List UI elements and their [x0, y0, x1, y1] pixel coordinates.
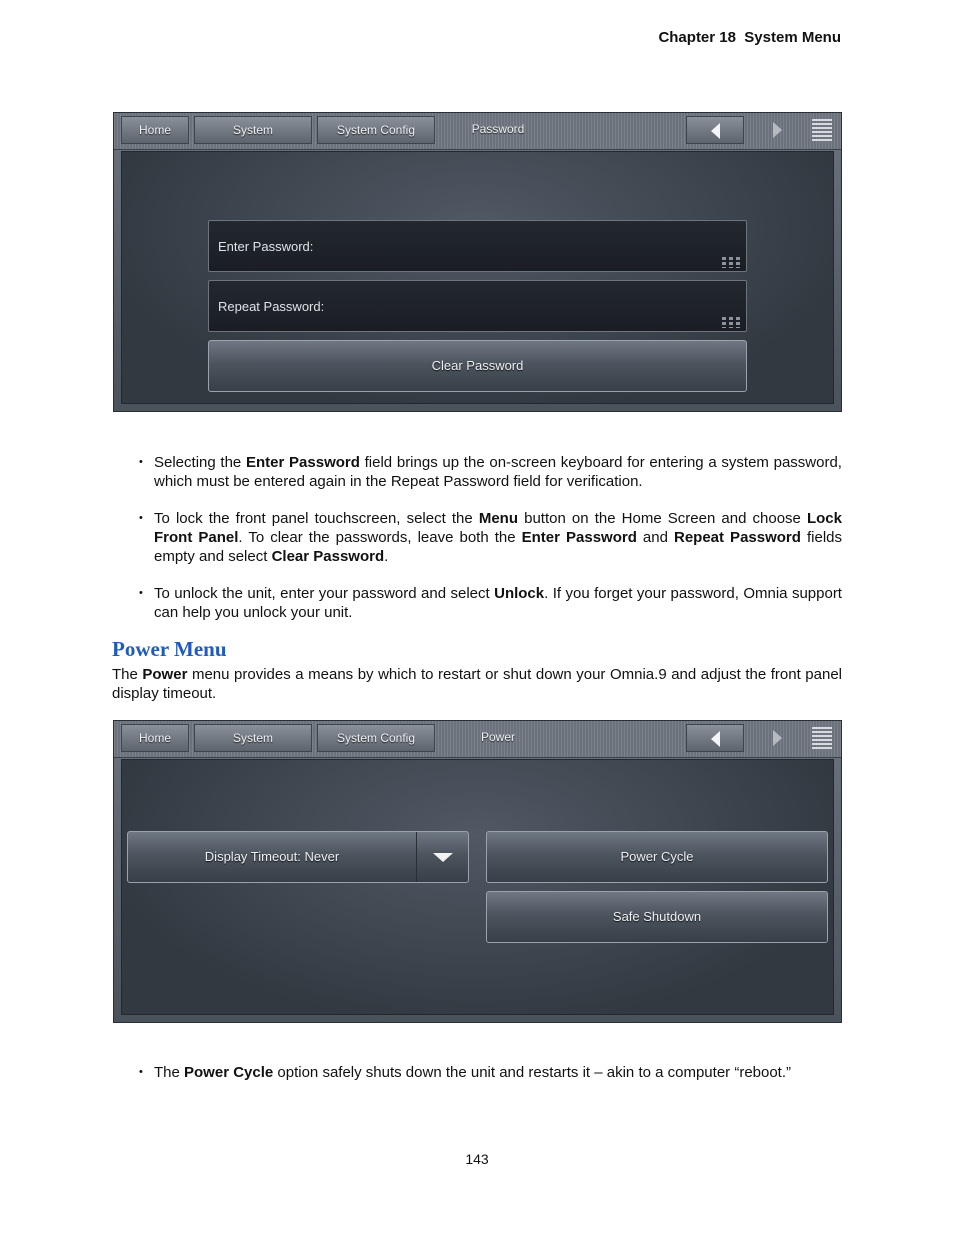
tab-system-config[interactable]: System Config — [317, 116, 435, 144]
arrow-right-icon — [773, 730, 782, 746]
list-item: • Selecting the Enter Password field brings up the on-screen keyboard for entering a system password, which must be entered again in the Repeat Password field for verification. — [137, 453, 842, 491]
power-panel — [121, 759, 834, 1015]
section-intro: The Power menu provides a means by which to restart or shut down your Omnia.9 and adjust the front panel display timeout. — [112, 666, 842, 702]
menu-icon — [812, 119, 832, 141]
tab-system[interactable]: System — [194, 724, 312, 752]
password-bullet-list-1 — [137, 453, 842, 491]
menu-button[interactable] — [810, 724, 834, 752]
menu-icon — [812, 727, 832, 749]
power-bullet-list — [137, 1063, 842, 1082]
tab-home[interactable]: Home — [121, 116, 189, 144]
enter-password-field[interactable] — [208, 220, 747, 272]
back-button[interactable] — [686, 116, 744, 144]
top-nav-bar — [114, 721, 841, 758]
repeat-password-label: Repeat Password: — [218, 299, 325, 314]
safe-shutdown-button[interactable]: Safe Shutdown — [486, 891, 828, 943]
list-item: • To lock the front panel touchscreen, select the Menu button on the Home Screen and choose Lock Front Panel. To clear the passwords, leave both the Enter Password and Repeat Password fields empty and select Clear Password. — [137, 509, 842, 566]
password-screen — [113, 112, 842, 412]
tab-home[interactable]: Home — [121, 724, 189, 752]
enter-password-label: Enter Password: — [218, 239, 314, 254]
tab-system-config[interactable]: System Config — [317, 724, 435, 752]
keyboard-icon — [722, 317, 742, 328]
menu-button[interactable] — [810, 116, 834, 144]
tab-password: Password — [471, 122, 525, 136]
chapter-header: Chapter 18 System Menu — [658, 29, 841, 46]
list-item: • The Power Cycle option safely shuts down the unit and restarts it – akin to a computer “reboot.” — [137, 1063, 842, 1082]
top-nav-bar — [114, 113, 841, 150]
password-bullet-list-2 — [137, 509, 842, 566]
repeat-password-field[interactable] — [208, 280, 747, 332]
keyboard-icon — [722, 257, 742, 268]
display-timeout-dropdown[interactable] — [127, 831, 469, 883]
dropdown-divider — [416, 832, 417, 882]
password-bullet-list-3 — [137, 584, 842, 622]
page-number: 143 — [465, 1151, 489, 1167]
clear-password-button[interactable]: Clear Password — [208, 340, 747, 392]
arrow-left-icon — [711, 731, 720, 747]
forward-button[interactable] — [748, 116, 806, 144]
tab-system[interactable]: System — [194, 116, 312, 144]
arrow-right-icon — [773, 122, 782, 138]
arrow-left-icon — [711, 123, 720, 139]
section-title: Power Menu — [112, 637, 227, 661]
forward-button[interactable] — [748, 724, 806, 752]
power-screen — [113, 720, 842, 1023]
display-timeout-label: Display Timeout: Never — [204, 849, 340, 864]
power-cycle-button[interactable]: Power Cycle — [486, 831, 828, 883]
chevron-down-icon — [433, 853, 453, 862]
tab-power: Power — [480, 730, 515, 744]
list-item: • To unlock the unit, enter your password and select Unlock. If you forget your password, Omnia support can help you unlock your unit. — [137, 584, 842, 622]
back-button[interactable] — [686, 724, 744, 752]
